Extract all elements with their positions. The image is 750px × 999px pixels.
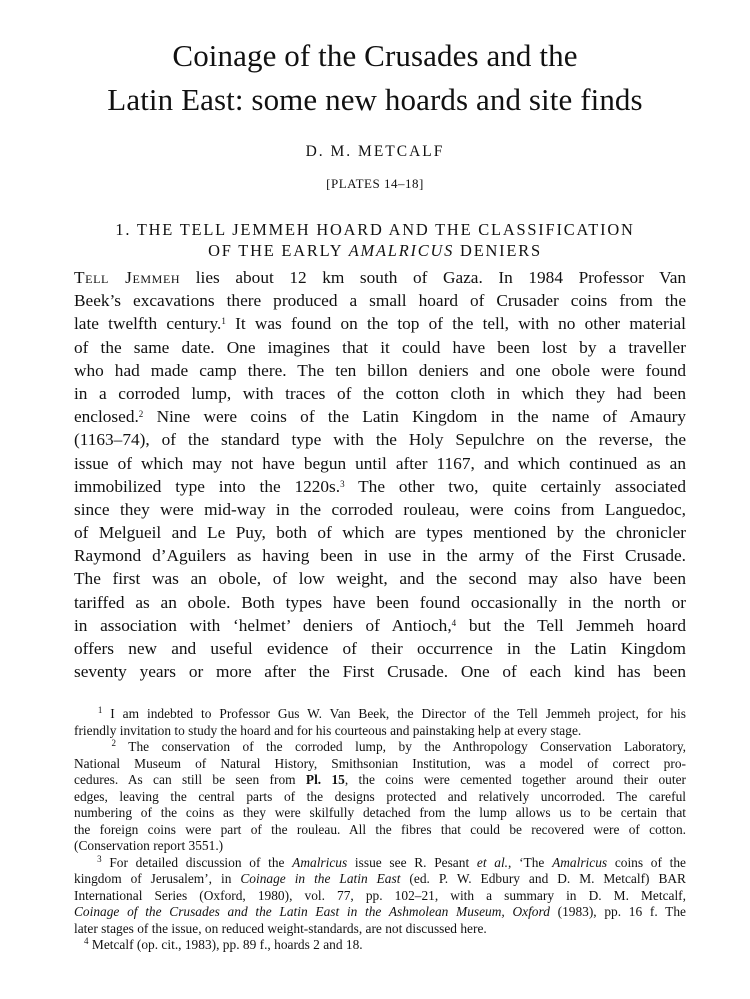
body-line: Beek’s excavations there produced a small hoard of Crusader coins from the bbox=[74, 291, 686, 311]
body-line: Raymond d’Aguilers as having been in use in the army of the First Crusade. bbox=[74, 546, 686, 566]
body-line: The first was an obole, of low weight, and the second may also have been bbox=[74, 569, 686, 589]
footnote-mark: 1 bbox=[221, 316, 226, 327]
footnote-number: 2 bbox=[111, 738, 117, 748]
footnote-mark: 2 bbox=[138, 409, 144, 420]
body-line: Tell Jemmeh lies about 12 km south of Gaza. In 1984 Professor Van bbox=[74, 268, 687, 287]
section-heading-line-2: OF THE EARLY AMALRICUS DENIERS bbox=[208, 241, 542, 260]
body-line: who had made camp there. The ten billon deniers and one obole were found bbox=[74, 360, 686, 380]
body-line: in a corroded lump, with traces of the cotton cloth in which they had been bbox=[74, 383, 686, 403]
footnote-line: Coinage of the Crusades and the Latin East in the Ashmolean Museum, Oxford (1983), pp. 16 f. The bbox=[74, 904, 686, 919]
footnote-line: National Museum of Natural History, Smithsonian Institution, was a model of correct pro- bbox=[74, 755, 686, 771]
footnote-line: friendly invitation to study the hoard and for his courteous and painstaking help at every stage. bbox=[74, 722, 582, 738]
footnote-4: $^4$ Metcalf (op. cit., 1983), pp. 89 f., hoards 2 and 18. bbox=[84, 936, 363, 952]
body-line: since they were mid-way in the corroded rouleau, were coins from Languedoc, bbox=[74, 499, 686, 519]
body-line: enclosed.$^2$ Nine were coins of the Latin Kingdom in the name of Amaury bbox=[74, 407, 686, 427]
body-line: (1163–74), of the standard type with the Holy Sepulchre on the reverse, the bbox=[74, 430, 686, 450]
section-heading bbox=[0, 219, 750, 261]
footnote-1: $^1$ I am indebted to Professor Gus W. Van Beek, the Director of the Tell Jemmeh project, for his bbox=[97, 705, 686, 721]
footnote-mark: 4 bbox=[451, 617, 457, 628]
footnote-line: kingdom of Jerusalem’, in Coinage in the Latin East (ed. P. W. Edbury and D. M. Metcalf) BAR bbox=[74, 871, 686, 886]
footnote-number: 3 bbox=[97, 853, 102, 864]
opening-words: Tell Jemmeh bbox=[74, 268, 181, 287]
body-line: of Melgueil and Le Puy, both of which are types mentioned by the chronicler bbox=[74, 523, 686, 543]
author-name: D. M. METCALF bbox=[305, 143, 445, 160]
body-line: late twelfth century.$^1$ It was found on the top of the tell, with no other material bbox=[74, 314, 686, 334]
body-text bbox=[74, 266, 686, 683]
footnote-2: $^2$ The conservation of the corroded lump, by the Anthropology Conservation Laboratory, bbox=[111, 738, 687, 754]
footnote-line: numbering of the coins as they were skilfully detached from the lump allows us to be certain that bbox=[74, 805, 686, 820]
body-line: issue of which may not have begun until after 1167, and which continued as an bbox=[74, 453, 686, 473]
body-line: immobilized type into the 1220s.$^3$ The other two, quite certainly associated bbox=[74, 476, 686, 496]
body-line: in association with ‘helmet’ deniers of Antioch,$^4$ but the Tell Jemmeh hoard bbox=[74, 615, 686, 635]
footnotes bbox=[74, 706, 686, 954]
body-line: of the same date. One imagines that it could have been lost by a traveller bbox=[74, 337, 686, 357]
article-title bbox=[0, 34, 750, 122]
title-line-2: Latin East: some new hoards and site finds bbox=[107, 82, 643, 117]
plates-reference: [PLATES 14–18] bbox=[326, 176, 424, 191]
body-line: tariffed as an obole. Both types have been found occasionally in the north or bbox=[74, 592, 686, 612]
footnote-number: 1 bbox=[97, 705, 103, 715]
amalricus-italic: AMALRICUS bbox=[348, 241, 455, 260]
body-line: offers new and useful evidence of their occurrence in the Latin Kingdom bbox=[74, 639, 686, 658]
footnote-line: the foreign coins were part of the rouleau. All the fibres that could be recovered were of cotton. bbox=[74, 821, 686, 837]
section-heading-line-1: 1. THE TELL JEMMEH HOARD AND THE CLASSIFICATION bbox=[115, 220, 635, 239]
footnote-line: edges, leaving the central parts of the designs protected and relatively uncorroded. The careful bbox=[74, 788, 686, 804]
body-line: seventy years or more after the First Crusade. One of each kind has been bbox=[74, 662, 686, 682]
footnote-mark: 3 bbox=[340, 478, 345, 489]
footnote-line: (Conservation report 3551.) bbox=[74, 838, 224, 853]
plate-reference: Pl. 15 bbox=[305, 772, 345, 787]
footnote-3: $^3$ For detailed discussion of the Amalricus issue see R. Pesant et al., ‘The Amalricus coins of the bbox=[97, 853, 687, 870]
footnote-line: International Series (Oxford, 1980), vol. 77, pp. 102–21, with a summary in D. M. Metcalf, bbox=[74, 887, 686, 903]
footnote-line: later stages of the issue, on reduced weight-standards, are not discussed here. bbox=[74, 920, 487, 936]
footnote-number: 4 bbox=[84, 936, 89, 946]
footnote-line: cedures. As can still be seen from Pl. 15, the coins were cemented together around their outer bbox=[74, 772, 686, 787]
title-line-1: Coinage of the Crusades and the bbox=[172, 38, 578, 73]
